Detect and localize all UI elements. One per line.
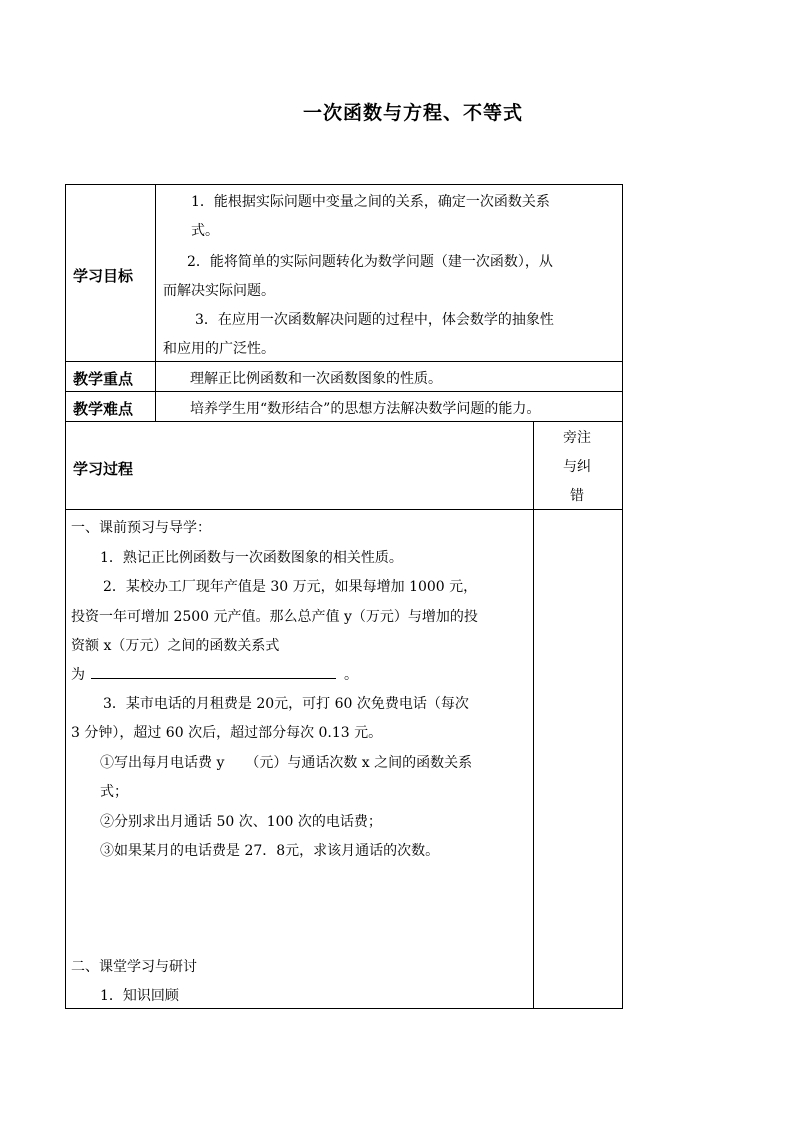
item2-line: 2．某校办工厂现年产值是 30 万元，如果每增加 1000 元， [103,579,478,595]
lesson-plan-table [65,184,623,1009]
sub-item: ②分别求出月通话 50 次、100 次的电话费； [100,814,382,830]
difficulties-label: 教学难点 [73,400,134,418]
item3-line: 3 分钟），超过 60 次后，超过部分每次 0.13 元。 [71,725,383,741]
row-divider [65,361,623,362]
objective-line: 1．能根据实际问题中变量之间的关系，确定一次函数关系 [191,194,550,210]
side-note-column-divider [533,421,534,1009]
table-border-left [65,184,66,1009]
key-points-text: 理解正比例函数和一次函数图象的性质。 [190,371,442,387]
sub-item: 式； [100,784,128,800]
section1-title: 一、课前预习与导学： [71,520,211,536]
page-title: 一次函数与方程、不等式 [302,102,523,124]
difficulties-text: 培养学生用“数形结合”的思想方法解决数学问题的能力。 [190,401,541,417]
key-points-label: 教学重点 [73,370,134,388]
item1-text: 1．熟记正比例函数与一次函数图象的相关性质。 [100,550,403,566]
objective-line: 3．在应用一次函数解决问题的过程中，体会数学的抽象性 [195,312,554,328]
objective-line: 而解决实际问题。 [163,283,275,299]
sub-item: ①写出每月电话费 y （元）与通话次数 x 之间的函数关系 [100,755,473,771]
section2-title: 二、课堂学习与研讨 [71,959,197,975]
row-divider [65,509,623,510]
item2-answer-line [71,666,358,684]
objectives-label: 学习目标 [73,267,134,285]
row-divider [65,421,623,422]
item2-line: 投资一年可增加 2500 元产值。那么总产值 y（万元）与增加的投 [71,609,478,625]
section2-item1: 1．知识回顾 [100,988,179,1004]
table-border-bottom [65,1008,623,1009]
table-border-right [622,184,623,1009]
side-note-line: 与纠 [563,459,591,475]
label-column-divider [155,184,156,422]
item3-line: 3．某市电话的月租费是 20元，可打 60 次免费电话（每次 [103,696,469,712]
side-note-line: 错 [570,488,584,504]
objective-line: 2．能将简单的实际问题转化为数学问题（建一次函数），从 [187,254,553,270]
item2-blank-suffix: 。 [344,667,358,683]
side-note-line: 旁注 [563,430,591,446]
item2-blank-prefix: 为 [71,667,85,683]
objective-line: 式。 [191,223,219,239]
table-border-top [65,184,623,185]
process-label: 学习过程 [73,460,134,478]
answer-blank[interactable] [91,666,336,679]
sub-item: ③如果某月的电话费是 27．8元，求该月通话的次数。 [100,843,440,859]
item2-line: 资额 x（万元）之间的函数关系式 [71,638,280,654]
side-note-header [557,424,597,511]
objective-line: 和应用的广泛性。 [163,341,275,357]
row-divider [65,391,623,392]
